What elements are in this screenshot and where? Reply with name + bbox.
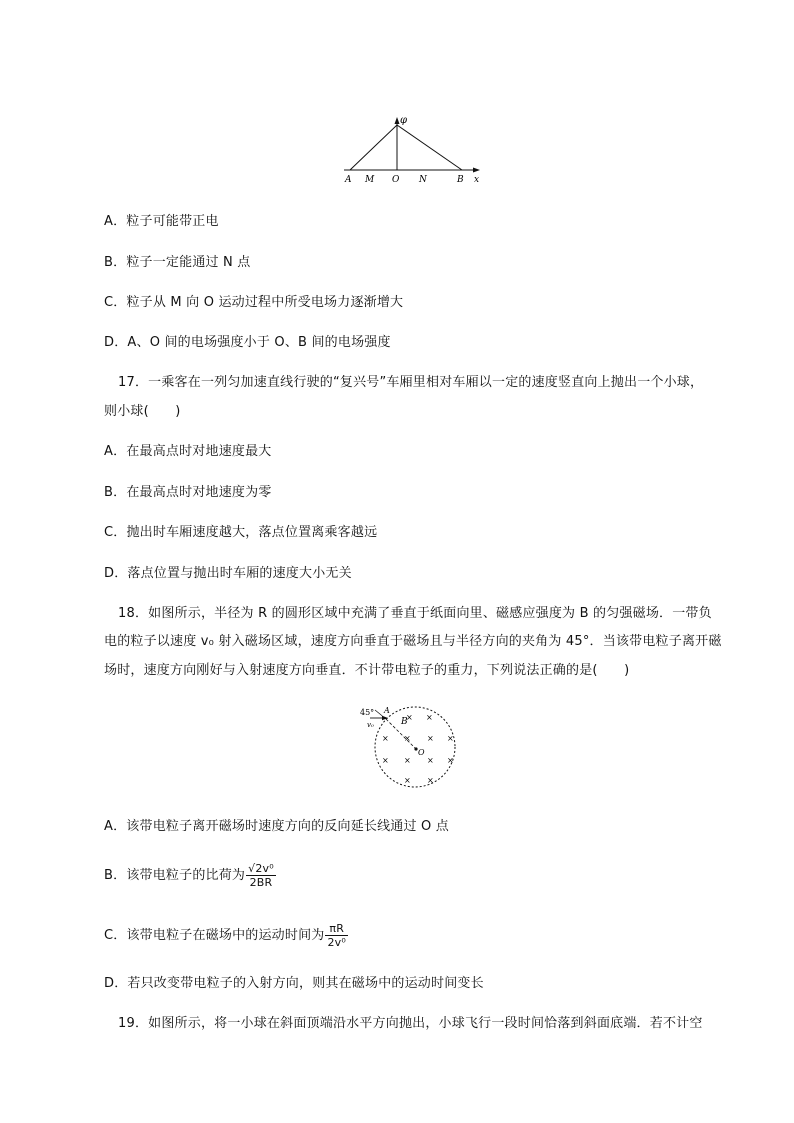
q18-option-d: D．若只改变带电粒子的入射方向，则其在磁场中的运动时间变长: [104, 976, 484, 991]
q18-option-c-text: C．该带电粒子在磁场中的运动时间为: [104, 928, 325, 943]
label-A: A: [384, 706, 390, 715]
fraction-numerator: √2v⁰: [248, 862, 274, 875]
cross-mark: ×: [404, 776, 411, 785]
q16-option-d: D．A、O 间的电场强度小于 O、B 间的电场强度: [104, 335, 391, 350]
cross-mark: ×: [447, 756, 454, 765]
label-A: A: [345, 175, 352, 185]
q17-option-c: C．抛出时车厢速度越大，落点位置离乘客越远: [104, 525, 378, 540]
q16-option-b: B．粒子一定能通过 N 点: [104, 255, 251, 270]
x-axis-arrow: [473, 168, 480, 173]
q18-option-b-text: B．该带电粒子的比荷为: [104, 868, 246, 883]
q18-stem-line3: 场时，速度方向刚好与入射速度方向垂直．不计带电粒子的重力，下列说法正确的是( ): [104, 663, 630, 678]
field-region-circle: [375, 707, 455, 787]
angle-label: 45°: [360, 708, 375, 717]
q16-option-a: A．粒子可能带正电: [104, 214, 219, 229]
q18-option-a: A．该带电粒子离开磁场时速度方向的反向延长线通过 O 点: [104, 819, 449, 834]
q16-option-c: C．粒子从 M 向 O 运动过程中所受电场力逐渐增大: [104, 295, 404, 310]
cross-mark: ×: [426, 713, 433, 722]
label-N: N: [419, 175, 427, 185]
cross-mark: ×: [382, 734, 389, 743]
phi-label: φ: [400, 115, 408, 126]
q19-stem-line1: 19．如图所示，将一小球在斜面顶端沿水平方向抛出，小球飞行一段时间恰落到斜面底端．若不计空: [118, 1016, 703, 1031]
fraction-denominator: 2BR: [249, 876, 273, 889]
cross-mark: ×: [404, 756, 411, 765]
q17-option-d: D．落点位置与抛出时车厢的速度大小无关: [104, 566, 352, 581]
label-B: B: [401, 717, 408, 727]
cross-mark: ×: [427, 776, 434, 785]
q17-stem-line2: 则小球( ): [104, 404, 181, 419]
label-v0: v₀: [367, 721, 374, 729]
q18-stem-line1: 18．如图所示，半径为 R 的圆形区域中充满了垂直于纸面向里、磁感应强度为 B 的匀强磁场．一带负: [118, 606, 712, 621]
phi-axis-arrow: [395, 117, 400, 124]
q18-option-c-fraction: [325, 922, 348, 949]
magnetic-field-figure: [356, 700, 464, 796]
cross-mark: ×: [406, 713, 413, 722]
cross-mark: ×: [427, 756, 434, 765]
potential-line-left: [350, 125, 397, 170]
q18-option-b-fraction: [246, 862, 276, 889]
fraction-denominator: 2v⁰: [327, 936, 347, 949]
q17-stem-line1: 17．一乘客在一列匀加速直线行驶的“复兴号”车厢里相对车厢以一定的速度竖直向上抛出一个小球，: [118, 375, 704, 390]
q18-stem-line2: 电的粒子以速度 v₀ 射入磁场区域，速度方向垂直于磁场且与半径方向的夹角为 45°．当该带电粒子离开磁: [104, 634, 722, 649]
fraction-numerator: πR: [325, 922, 348, 936]
potential-graph-figure: [338, 112, 488, 188]
q17-option-a: A．在最高点时对地速度最大: [104, 444, 272, 459]
q18-option-c: [104, 922, 348, 949]
label-x: x: [474, 175, 480, 185]
cross-mark: ×: [382, 756, 389, 765]
cross-mark: ×: [427, 734, 434, 743]
label-O: O: [418, 748, 425, 757]
potential-line-right: [397, 125, 462, 170]
cross-mark: ×: [447, 734, 454, 743]
label-B: B: [457, 175, 464, 185]
q17-option-b: B．在最高点时对地速度为零: [104, 485, 272, 500]
cross-mark: ×: [404, 734, 411, 743]
label-M: M: [365, 175, 375, 185]
q18-option-b: [104, 862, 276, 889]
label-O: O: [392, 175, 400, 185]
